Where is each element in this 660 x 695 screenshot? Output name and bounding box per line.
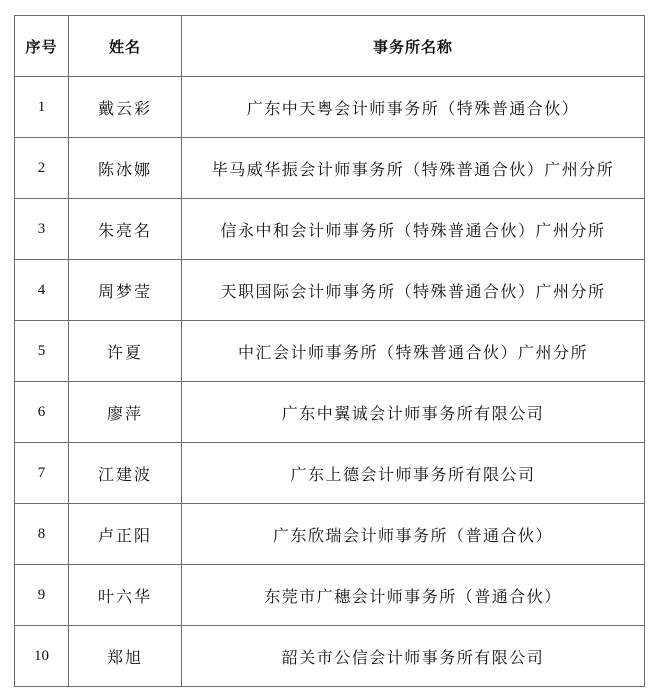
- row-index: 2: [15, 138, 69, 199]
- row-name: 卢正阳: [69, 504, 182, 565]
- table-body: [15, 77, 645, 687]
- row-firm: 东莞市广穗会计师事务所（普通合伙）: [182, 565, 645, 626]
- row-index: 8: [15, 504, 69, 565]
- table-row: [15, 321, 645, 382]
- header-firm: 事务所名称: [182, 16, 645, 77]
- row-index: 7: [15, 443, 69, 504]
- row-name: 许夏: [69, 321, 182, 382]
- row-firm: 广东中天粤会计师事务所（特殊普通合伙）: [182, 77, 645, 138]
- table-row: [15, 77, 645, 138]
- row-firm: 广东欣瑞会计师事务所（普通合伙）: [182, 504, 645, 565]
- row-firm: 天职国际会计师事务所（特殊普通合伙）广州分所: [182, 260, 645, 321]
- row-index: 1: [15, 77, 69, 138]
- row-name: 朱亮名: [69, 199, 182, 260]
- row-firm: 中汇会计师事务所（特殊普通合伙）广州分所: [182, 321, 645, 382]
- row-firm: 广东上德会计师事务所有限公司: [182, 443, 645, 504]
- header-name: 姓名: [69, 16, 182, 77]
- row-name: 郑旭: [69, 626, 182, 687]
- table-row: [15, 626, 645, 687]
- row-index: 9: [15, 565, 69, 626]
- table-row: [15, 443, 645, 504]
- row-index: 5: [15, 321, 69, 382]
- row-index: 6: [15, 382, 69, 443]
- table-row: [15, 382, 645, 443]
- table-row: [15, 260, 645, 321]
- row-index: 4: [15, 260, 69, 321]
- header-index: 序号: [15, 16, 69, 77]
- table-header: [15, 16, 645, 77]
- roster-table: [14, 15, 645, 687]
- row-name: 戴云彩: [69, 77, 182, 138]
- row-name: 周梦莹: [69, 260, 182, 321]
- row-name: 江建波: [69, 443, 182, 504]
- table-row: [15, 138, 645, 199]
- row-firm: 信永中和会计师事务所（特殊普通合伙）广州分所: [182, 199, 645, 260]
- row-firm: 毕马威华振会计师事务所（特殊普通合伙）广州分所: [182, 138, 645, 199]
- row-index: 3: [15, 199, 69, 260]
- row-name: 陈冰娜: [69, 138, 182, 199]
- row-firm: 广东中翼诚会计师事务所有限公司: [182, 382, 645, 443]
- table-row: [15, 565, 645, 626]
- table-row: [15, 504, 645, 565]
- header-row: [15, 16, 645, 77]
- row-name: 廖萍: [69, 382, 182, 443]
- table-row: [15, 199, 645, 260]
- row-firm: 韶关市公信会计师事务所有限公司: [182, 626, 645, 687]
- row-name: 叶六华: [69, 565, 182, 626]
- row-index: 10: [15, 626, 69, 687]
